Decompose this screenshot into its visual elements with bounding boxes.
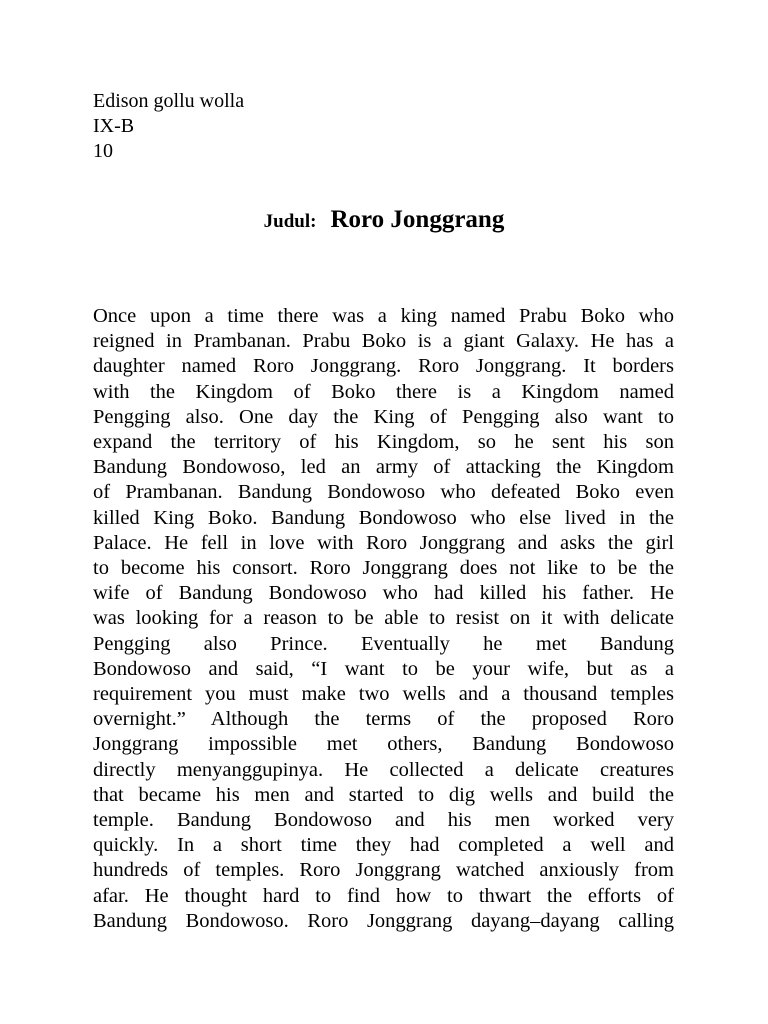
paragraph-line: Pengging also Prince. Eventually he met Bandung (93, 632, 674, 655)
paragraph-line: directly menyanggupinya. He collected a delicate creatures (93, 758, 674, 781)
title-label: Judul: (263, 211, 317, 232)
paragraph-line: requirement you must make two wells and a thousand temples (93, 683, 674, 706)
student-name: Edison gollu wolla (93, 90, 245, 112)
paragraph-line: killed King Boko. Bandung Bondowoso who else lived in the (93, 506, 674, 529)
student-class: IX-B (93, 115, 135, 137)
paragraph-line: Pengging also. One day the King of Pengging also want to (93, 405, 674, 428)
paragraph-line: was looking for a reason to be able to resist on it with delicate (93, 607, 674, 630)
document-title (0, 206, 768, 234)
paragraph-line: Once upon a time there was a king named Prabu Boko who (93, 305, 674, 327)
paragraph-line: Bandung Bondowoso, led an army of attacking the Kingdom (93, 456, 674, 479)
paragraph-line: quickly. In a short time they had completed a well and (93, 834, 674, 857)
paragraph-line: that became his men and started to dig wells and build the (93, 783, 674, 806)
paragraph-line: overnight.” Although the terms of the proposed Roro (93, 708, 674, 731)
student-header (93, 89, 244, 164)
paragraph-line: Jonggrang impossible met others, Bandung Bondowoso (93, 733, 674, 756)
paragraph-line: reigned in Prambanan. Prabu Boko is a giant Galaxy. He has a (93, 330, 674, 353)
paragraph-line: afar. He thought hard to find how to thwart the efforts of (93, 884, 674, 907)
paragraph-line: of Prambanan. Bandung Bondowoso who defeated Boko even (93, 481, 674, 504)
paragraph-line: Palace. He fell in love with Roro Jonggrang and asks the girl (93, 531, 674, 554)
title-text: Roro Jonggrang (330, 206, 505, 233)
student-number: 10 (93, 140, 113, 162)
paragraph-line: to become his consort. Roro Jonggrang does not like to be the (93, 557, 674, 580)
paragraph-line: wife of Bandung Bondowoso who had killed his father. He (93, 582, 674, 605)
paragraph-line: hundreds of temples. Roro Jonggrang watched anxiously from (93, 859, 674, 882)
story-paragraph (93, 304, 674, 934)
paragraph-line: temple. Bandung Bondowoso and his men worked very (93, 809, 674, 832)
paragraph-line: expand the territory of his Kingdom, so he sent his son (93, 431, 674, 454)
paragraph-line: Bondowoso and said, “I want to be your wife, but as a (93, 657, 674, 680)
paragraph-line: daughter named Roro Jonggrang. Roro Jonggrang. It borders (93, 355, 674, 378)
paragraph-line: with the Kingdom of Boko there is a Kingdom named (93, 380, 674, 403)
paragraph-line: Bandung Bondowoso. Roro Jonggrang dayang–dayang calling (93, 909, 674, 932)
